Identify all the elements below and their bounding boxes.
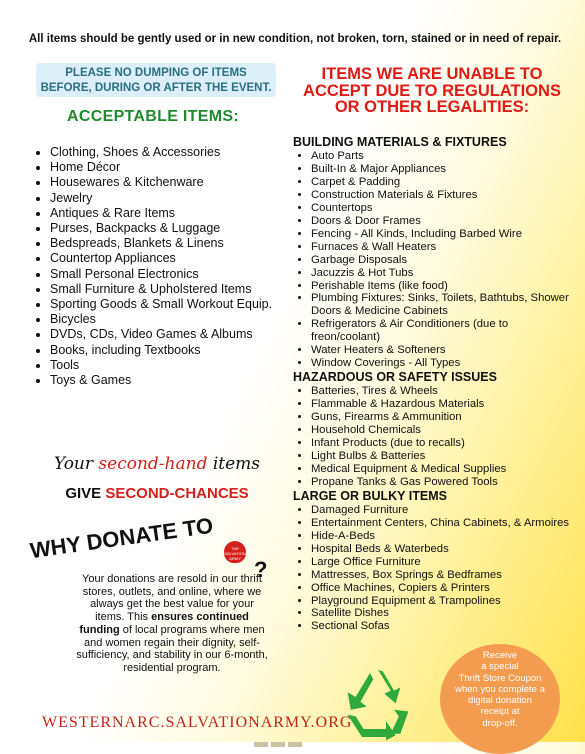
why-donate-heading: WHY DONATE TO [28, 512, 215, 564]
unable-item: • Office Machines, Copiers & Printers [311, 582, 578, 595]
acceptable-item: • Jewelry [50, 191, 290, 206]
acceptable-item: • Tools [50, 358, 290, 373]
acceptable-item: • Countertop Appliances [50, 251, 290, 266]
coupon-line: Receive [482, 650, 518, 661]
unable-category-list [293, 150, 578, 370]
unable-item: • Carpet & Padding [311, 176, 578, 189]
slogan-highlight: SECOND-CHANCES [105, 485, 249, 502]
why-para-part1: Your donations are resold in our thrift stores, outlets, and online, where we always get the best value for your items. This [82, 573, 262, 624]
unable-title-line3: OR OTHER LEGALITIES: [334, 98, 530, 116]
coupon-line: digital donation [468, 695, 532, 707]
unable-item: • Doors & Door Frames [311, 215, 578, 228]
website-link[interactable]: WESTERNARC.SALVATIONARMY.ORG [42, 714, 353, 731]
unable-item: • Countertops [311, 202, 578, 215]
acceptable-item: • Small Furniture & Upholstered Items [50, 282, 290, 297]
why-donate-qmark: ? [254, 557, 268, 582]
unable-item: • Window Coverings - All Types [311, 357, 578, 370]
partner-logos [254, 734, 324, 742]
no-dumping-banner [36, 63, 276, 97]
unable-item: • Satellite Dishes [311, 607, 578, 620]
unable-item: • Plumbing Fixtures: Sinks, Toilets, Bathtubs, Shower Doors & Medicine Cabinets [311, 292, 578, 318]
acceptable-item: • Sporting Goods & Small Workout Equip. [50, 297, 290, 312]
unable-item: • Refrigerators & Air Conditioners (due to freon/coolant) [311, 318, 578, 344]
unable-item: • Guns, Firearms & Ammunition [311, 411, 578, 424]
slogan-part: items [207, 454, 261, 474]
salvation-army-shield-icon [224, 541, 246, 563]
unable-item: • Hide-A-Beds [311, 530, 578, 543]
acceptable-items-list [28, 145, 290, 388]
unable-item: • Furnaces & Wall Heaters [311, 241, 578, 254]
coupon-line: when you complete a [455, 683, 545, 695]
unable-category-heading: HAZARDOUS OR SAFETY ISSUES [293, 370, 497, 385]
acceptable-item: • Purses, Backpacks & Luggage [50, 221, 290, 236]
acceptable-items-title: ACCEPTABLE ITEMS: [67, 108, 239, 125]
slogan-highlight: second-hand [98, 454, 208, 474]
unable-item: • Hospital Beds & Waterbeds [311, 543, 578, 556]
unable-item: • Construction Materials & Fixtures [311, 189, 578, 202]
unable-item: • Flammable & Hazardous Materials [311, 398, 578, 411]
coupon-line: a special [481, 661, 519, 673]
slogan-part: GIVE [65, 485, 106, 502]
unable-item: • Fencing - All Kinds, Including Barbed Wire [311, 228, 578, 241]
unable-item: • Household Chemicals [311, 424, 578, 437]
slogan-line2 [42, 485, 272, 502]
unable-items-title [293, 66, 571, 116]
unable-item: • Sectional Sofas [311, 620, 578, 633]
acceptable-item: • Antiques & Rare Items [50, 206, 290, 221]
acceptable-item: • DVDs, CDs, Video Games & Albums [50, 327, 290, 342]
unable-item: • Large Office Furniture [311, 556, 578, 569]
unable-title-line2: ACCEPT DUE TO REGULATIONS [303, 81, 561, 100]
unable-title-line1: ITEMS WE ARE UNABLE TO [321, 65, 543, 83]
unable-items-categories [293, 135, 578, 633]
unable-item: • Mattresses, Box Springs & Bedframes [311, 569, 578, 582]
unable-item: • Built-In & Major Appliances [311, 163, 578, 176]
acceptable-item: • Bedspreads, Blankets & Linens [50, 236, 290, 251]
unable-item: • Water Heaters & Softeners [311, 344, 578, 357]
acceptable-item: • Home Décor [50, 160, 290, 175]
acceptable-item: • Clothing, Shoes & Accessories [50, 145, 290, 160]
unable-category-heading: LARGE OR BULKY ITEMS [293, 488, 447, 503]
unable-item: • Jacuzzis & Hot Tubs [311, 267, 578, 280]
coupon-line: receipt at [480, 706, 520, 718]
unable-item: • Playground Equipment & Trampolines [311, 595, 578, 608]
recycle-icon [338, 665, 418, 741]
acceptable-item: • Books, including Textbooks [50, 343, 290, 358]
acceptable-item: • Small Personal Electronics [50, 267, 290, 282]
slogan-part: Your [53, 454, 99, 474]
unable-item: • Infant Products (due to recalls) [311, 437, 578, 450]
why-para-part2: of local programs where men and women regain their dignity, self-sufficiency, and stability in our 6-month, residential program. [76, 623, 268, 674]
unable-item: • Batteries, Tires & Wheels [311, 385, 578, 398]
unable-item: • Perishable Items (like food) [311, 280, 578, 293]
unable-item: • Medical Equipment & Medical Supplies [311, 463, 578, 476]
unable-item: • Entertainment Centers, China Cabinets, & Armoires [311, 517, 578, 530]
unable-item: • Auto Parts [311, 150, 578, 163]
no-dumping-line1: PLEASE NO DUMPING OF ITEMS [65, 67, 247, 79]
acceptable-item: • Housewares & Kitchenware [50, 175, 290, 190]
coupon-line: Thrift Store Coupon [458, 672, 542, 684]
why-para-bold: ensures continued funding [79, 611, 249, 636]
unable-category-heading: BUILDING MATERIALS & FIXTURES [293, 135, 507, 149]
coupon-line: drop-off. [482, 717, 518, 729]
unable-item: • Garbage Disposals [311, 254, 578, 267]
acceptable-item: • Bicycles [50, 312, 290, 327]
shield-logo-text: THE SALVATION ARMY [224, 546, 246, 561]
coupon-badge [440, 644, 560, 754]
unable-category-list [293, 385, 578, 489]
no-dumping-line2: BEFORE, DURING OR AFTER THE EVENT. [40, 82, 272, 94]
unable-item: • Light Bulbs & Batteries [311, 450, 578, 463]
top-notice: All items should be gently used or in new condition, not broken, torn, stained or in need of repair. [28, 33, 562, 45]
unable-item: • Damaged Furniture [311, 504, 578, 517]
slogan-line1 [42, 454, 272, 474]
unable-category-list [293, 504, 578, 634]
acceptable-item: • Toys & Games [50, 373, 290, 388]
unable-item: • Propane Tanks & Gas Powered Tools [311, 476, 578, 489]
why-donate-paragraph [76, 573, 268, 675]
